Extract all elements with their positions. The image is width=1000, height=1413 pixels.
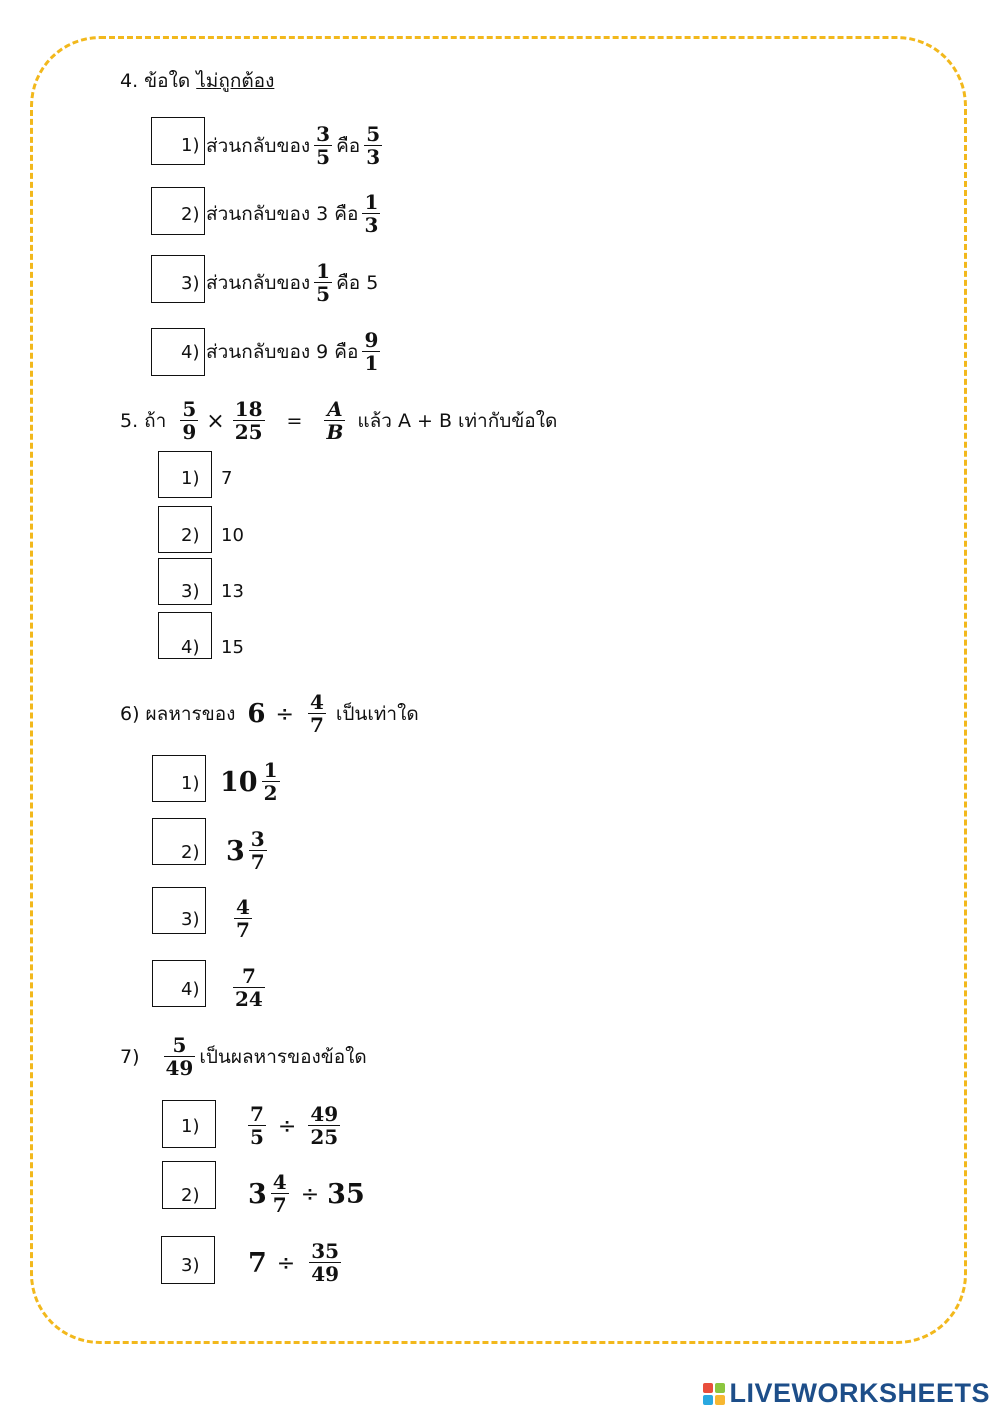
numerator: 18 (234, 397, 263, 421)
q5-option-3-number: 3) (181, 581, 200, 602)
division-symbol: ÷ (275, 701, 294, 727)
denominator: 25 (234, 420, 263, 444)
numerator: 1 (263, 758, 278, 782)
q7-option-3-value (248, 1234, 345, 1292)
q5-fraction-1 (180, 398, 198, 444)
fraction-part (249, 828, 267, 874)
whole-part: 3 (226, 835, 245, 867)
q4-opt3-fraction (314, 260, 332, 306)
denominator: 49 (311, 1262, 340, 1286)
denominator: 7 (236, 918, 250, 942)
logo-text: LIVEWORKSHEETS (729, 1378, 990, 1408)
fraction-a (248, 1103, 266, 1149)
numerator: 1 (316, 259, 331, 283)
times-symbol: × (206, 408, 225, 434)
denominator: 7 (309, 713, 324, 737)
liveworksheets-logo[interactable] (703, 1378, 990, 1409)
q6-option-2-value (226, 823, 271, 879)
fraction-b (308, 1103, 340, 1149)
denominator: B (326, 420, 344, 444)
q4-opt1-answer-fraction (364, 123, 382, 169)
liveworksheets-logo-icon (703, 1383, 725, 1405)
q7-option-2-value (248, 1165, 365, 1223)
q4-opt4-label: ส่วนกลับของ 9 คือ (206, 341, 359, 363)
q5-option-1-value: 7 (221, 468, 233, 489)
denominator: 9 (182, 420, 197, 444)
q4-opt3-label: ส่วนกลับของ (206, 272, 311, 294)
q5-option-1-number: 1) (181, 468, 200, 489)
q4-option-2-number: 2) (181, 204, 200, 225)
numerator: 9 (364, 328, 379, 352)
whole-part: 3 (248, 1178, 267, 1210)
denominator: 24 (235, 987, 263, 1011)
q5-option-4-number: 4) (181, 637, 200, 658)
q5-suffix: แล้ว A + B เท่ากับข้อใด (357, 410, 558, 432)
numerator: 5 (172, 1033, 187, 1057)
q6-suffix: เป็นเท่าใด (335, 703, 419, 725)
q4-option-4-number: 4) (181, 342, 200, 363)
numerator: 3 (250, 827, 265, 851)
q4-opt1-fraction (314, 123, 332, 169)
q6-whole-number: 6 (247, 699, 266, 729)
numerator: 4 (236, 895, 250, 919)
q5-option-3-value: 13 (221, 581, 244, 602)
q5-option-2-value: 10 (221, 525, 244, 546)
question-7-title (120, 1028, 367, 1086)
numerator: A (327, 397, 343, 421)
denominator: 7 (272, 1193, 287, 1217)
numerator: 35 (311, 1239, 340, 1263)
numerator: 4 (272, 1170, 287, 1194)
whole-part: 10 (220, 766, 258, 798)
denominator: 5 (316, 282, 331, 306)
denominator: 5 (250, 1125, 264, 1149)
q7-suffix: เป็นผลหารของข้อใด (199, 1046, 367, 1068)
q4-opt1-mid: คือ (336, 135, 361, 157)
q5-option-4-value: 15 (221, 637, 244, 658)
denominator: 2 (263, 781, 278, 805)
q4-opt2-label: ส่วนกลับของ 3 คือ (206, 203, 359, 225)
q6-option-2-number: 2) (181, 842, 200, 863)
q4-option-2-text (206, 186, 384, 242)
whole-part: 7 (248, 1247, 267, 1279)
numerator: 3 (316, 122, 331, 146)
q7-option-3-number: 3) (181, 1255, 200, 1276)
q6-option-3-value (230, 891, 256, 947)
division-symbol: ÷ (277, 1113, 297, 1139)
q6-option-4-number: 4) (181, 979, 200, 1000)
numerator: 1 (364, 190, 379, 214)
q7-option-2-number: 2) (181, 1185, 200, 1206)
q7-option-1-number: 1) (181, 1116, 200, 1137)
denominator: 5 (316, 145, 331, 169)
fraction-b (309, 1240, 341, 1286)
division-symbol: ÷ (300, 1181, 320, 1207)
q7-prefix: 7) (120, 1046, 140, 1068)
fraction-part (271, 1171, 289, 1217)
division-symbol: ÷ (276, 1250, 296, 1276)
denominator: 25 (310, 1125, 339, 1149)
q7-option-1-value (244, 1097, 344, 1155)
q4-opt1-label: ส่วนกลับของ (206, 135, 311, 157)
numerator: 5 (366, 122, 381, 146)
numerator: 5 (182, 397, 197, 421)
denominator: 3 (364, 213, 379, 237)
q6-option-1-number: 1) (181, 773, 200, 794)
q6-option-3-number: 3) (181, 909, 200, 930)
q5-fraction-ab (324, 398, 345, 444)
q4-opt2-answer-fraction (362, 191, 380, 237)
q6-fraction (308, 691, 326, 737)
q4-option-3-text (206, 255, 378, 311)
q4-option-1-text (206, 118, 386, 174)
equals-symbol: = (286, 410, 303, 432)
numerator: 7 (250, 1102, 264, 1126)
question-6-title (120, 685, 419, 743)
q4-opt4-answer-fraction (362, 329, 380, 375)
q5-option-2-number: 2) (181, 525, 200, 546)
q4-option-4-text (206, 324, 384, 380)
numerator: 7 (241, 964, 256, 988)
denominator: 3 (366, 145, 381, 169)
q6-option-1-value (220, 754, 284, 810)
q4-option-3-number: 3) (181, 273, 200, 294)
fraction-part (262, 759, 280, 805)
q4-option-1-number: 1) (181, 135, 200, 156)
denominator: 49 (165, 1056, 194, 1080)
numerator: 4 (309, 690, 324, 714)
fraction (233, 965, 265, 1011)
q5-prefix: 5. ถ้า (120, 410, 167, 432)
q5-fraction-2 (233, 398, 265, 444)
q4-title-text: 4. ข้อใด (120, 70, 191, 92)
numerator: 49 (310, 1102, 339, 1126)
divisor: 35 (327, 1178, 365, 1210)
denominator: 7 (250, 850, 265, 874)
q6-prefix: 6) ผลหารของ (120, 703, 236, 725)
q4-title-underline: ไม่ถูกต้อง (196, 70, 275, 92)
question-5-title (120, 392, 557, 450)
fraction (234, 896, 252, 942)
denominator: 1 (364, 351, 379, 375)
q7-fraction (164, 1034, 196, 1080)
q6-option-4-value (229, 960, 269, 1016)
q4-opt3-mid: คือ 5 (336, 272, 379, 294)
question-4-title (120, 66, 274, 96)
